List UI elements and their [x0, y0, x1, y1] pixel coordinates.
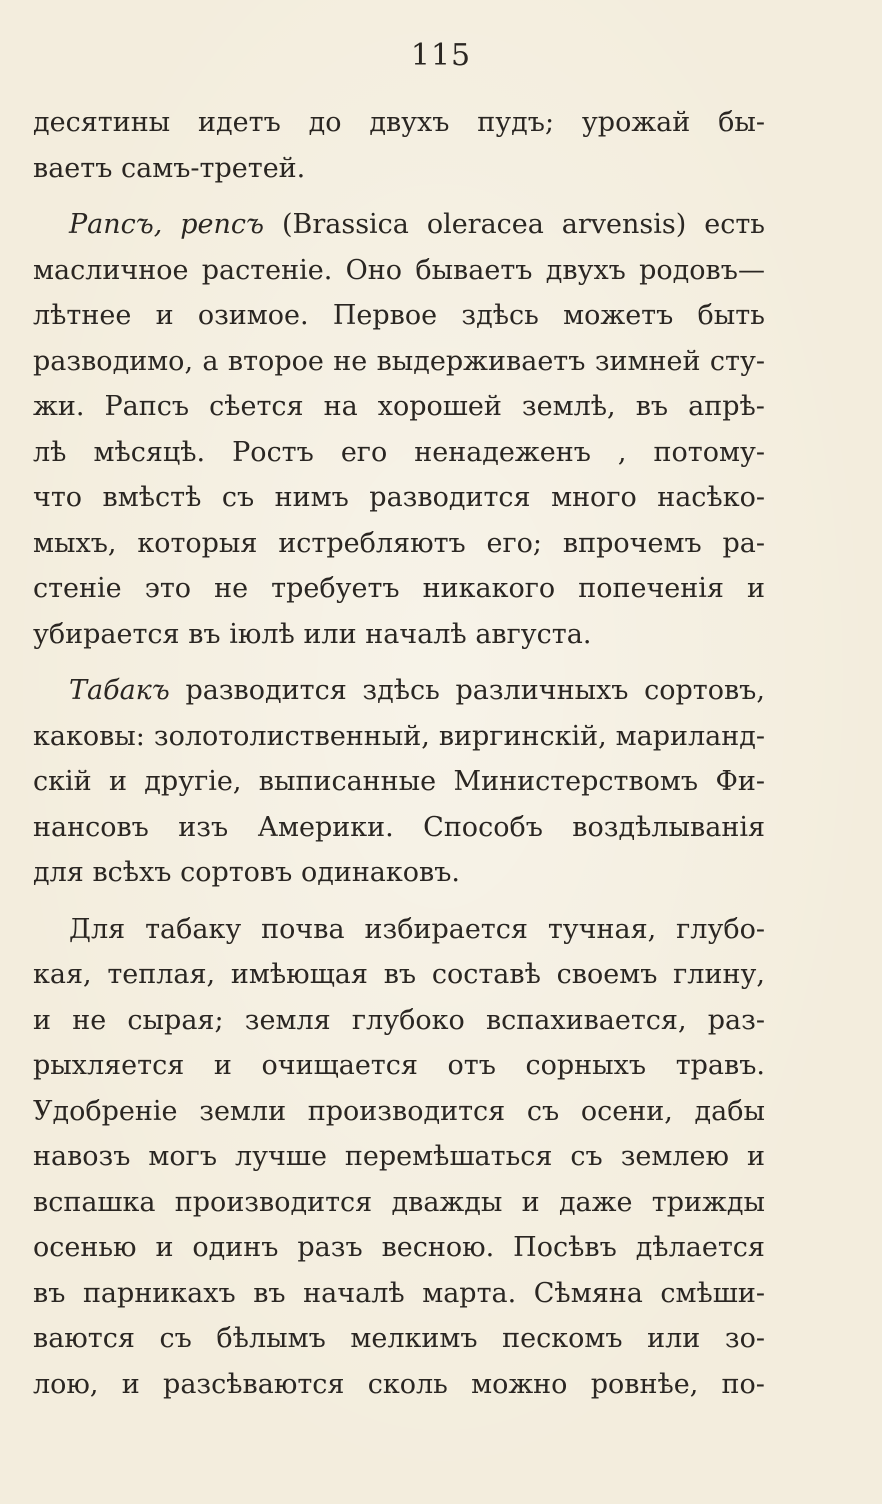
word: землею	[620, 1141, 730, 1172]
word: глубоко	[351, 1004, 465, 1036]
word: сортовъ,	[644, 675, 765, 706]
word: Первое	[332, 300, 438, 331]
text-line	[33, 100, 765, 146]
word: каковы:	[33, 720, 145, 752]
word: дабы	[694, 1095, 765, 1127]
word: ра-	[722, 527, 765, 559]
word: глину,	[673, 959, 765, 990]
text-line	[33, 1362, 765, 1408]
text-line	[33, 1089, 765, 1135]
word: всѣхъ	[92, 857, 172, 888]
word: до	[308, 107, 342, 138]
word: перемѣшаться	[344, 1141, 553, 1172]
text-line	[33, 1225, 765, 1271]
word: и	[747, 573, 765, 604]
word: а	[202, 345, 219, 377]
text-line	[33, 668, 765, 714]
word: бываетъ	[415, 254, 533, 286]
word: для	[33, 857, 84, 888]
word: сорныхъ	[525, 1050, 647, 1081]
text-line	[33, 293, 765, 339]
word: избирается	[364, 913, 528, 945]
word: и	[521, 1186, 540, 1218]
word: убирается	[33, 618, 180, 650]
word: разводимо,	[33, 345, 194, 377]
text-line	[33, 714, 765, 760]
word: разъ	[297, 1232, 363, 1263]
word: самъ-третей.	[121, 152, 306, 184]
word: осени,	[580, 1095, 673, 1127]
word: ,	[617, 436, 627, 468]
word: теплая,	[107, 959, 216, 990]
word: составѣ	[431, 959, 541, 990]
page-number: 115	[410, 38, 472, 73]
word: можно	[471, 1368, 568, 1400]
word: одинъ	[192, 1232, 279, 1263]
word: требуетъ	[271, 573, 400, 604]
word: парникахъ	[82, 1277, 236, 1309]
word: или	[647, 1323, 701, 1354]
word: воздѣлыванія	[572, 811, 765, 843]
word: Сѣмяна	[533, 1277, 643, 1309]
word: виргинскій,	[438, 720, 607, 752]
word: лучше	[234, 1141, 327, 1172]
word: нимъ	[274, 482, 349, 513]
word: отъ	[447, 1050, 496, 1081]
word: одинаковъ.	[300, 857, 460, 888]
word: смѣши-	[660, 1277, 765, 1309]
word: выдерживаетъ	[376, 345, 586, 377]
text-line	[33, 475, 765, 521]
text-body	[33, 100, 765, 1407]
word: не	[72, 1004, 107, 1036]
text-line	[33, 566, 765, 612]
text-line	[33, 1180, 765, 1226]
word: сколь	[367, 1368, 448, 1400]
word: Рапсъ,	[69, 209, 163, 240]
word: не	[333, 345, 368, 377]
text-line	[33, 202, 765, 248]
text-line	[33, 805, 765, 851]
word: никакого	[422, 573, 556, 604]
word: Оно	[345, 254, 403, 286]
text-line	[33, 759, 765, 805]
word: очищается	[261, 1050, 418, 1081]
word: стеніе	[33, 573, 122, 604]
word: землѣ,	[521, 391, 616, 422]
word: Для	[69, 913, 126, 945]
word: или	[303, 618, 357, 650]
word: различныхъ	[455, 675, 629, 706]
word: въ	[383, 959, 417, 990]
word: Америки.	[257, 811, 394, 843]
word: началѣ	[303, 1277, 405, 1309]
word: сту-	[709, 345, 765, 377]
word: Рапсъ	[104, 391, 190, 422]
word: пудъ;	[477, 107, 555, 138]
text-line	[33, 521, 765, 567]
word: здѣсь	[461, 300, 539, 331]
word: съ	[526, 1095, 560, 1127]
word: съ	[570, 1141, 603, 1172]
word: разводится	[369, 482, 531, 513]
word: осенью	[33, 1232, 137, 1263]
word: разводится	[185, 675, 347, 706]
word: хорошей	[377, 391, 502, 422]
word: Фи-	[715, 766, 765, 797]
word: производится	[174, 1186, 373, 1218]
word: зо-	[724, 1323, 765, 1354]
word: сѣется	[209, 391, 304, 422]
word: и	[108, 766, 127, 797]
word: могъ	[148, 1141, 218, 1172]
word: глубо-	[676, 913, 765, 945]
word: лѣтнее	[33, 300, 132, 331]
word: Способъ	[423, 811, 543, 843]
text-line	[33, 612, 765, 658]
word: Посѣвъ	[513, 1232, 617, 1263]
word: растеніе.	[201, 254, 333, 286]
text-line	[33, 430, 765, 476]
word: десятины	[33, 107, 171, 138]
word: его	[340, 436, 388, 468]
word: ваются	[33, 1323, 135, 1354]
word: скій	[33, 766, 92, 797]
word: урожай	[581, 107, 691, 138]
text-line	[33, 1271, 765, 1317]
word: дважды	[391, 1186, 503, 1218]
word: озимое.	[197, 300, 309, 331]
word: золотолиственный,	[153, 720, 430, 752]
text-line	[33, 850, 765, 896]
word: и	[155, 1232, 174, 1263]
word: лою,	[33, 1368, 99, 1400]
word: Ростъ	[232, 436, 314, 468]
text-line	[33, 1316, 765, 1362]
word: пескомъ	[502, 1323, 623, 1354]
word: быть	[697, 300, 765, 331]
text-line	[33, 248, 765, 294]
word: вспахивается,	[485, 1004, 687, 1036]
text-line	[33, 146, 765, 192]
word: бы-	[718, 107, 765, 138]
word: другіе,	[144, 766, 242, 797]
word: мѣсяцѣ.	[93, 436, 206, 468]
word: земля	[244, 1004, 331, 1036]
text-line	[33, 907, 765, 953]
word: даже	[558, 1186, 633, 1218]
word: масличное	[33, 254, 189, 286]
word: кая,	[33, 959, 92, 990]
word: впрочемъ	[562, 527, 702, 559]
word: іюлѣ	[229, 618, 295, 650]
word: истребляютъ	[278, 527, 466, 559]
word: и	[213, 1050, 232, 1081]
word: бѣлымъ	[216, 1323, 326, 1354]
word: въ	[33, 1277, 66, 1309]
text-line	[33, 1134, 765, 1180]
word: изъ	[178, 811, 229, 843]
word: рыхляется	[33, 1050, 185, 1081]
word: ненадеженъ	[414, 436, 591, 468]
word: много	[551, 482, 637, 513]
word: это	[144, 573, 192, 604]
word: сырая;	[127, 1004, 224, 1036]
word: идетъ	[198, 107, 281, 138]
word: жи.	[33, 391, 85, 422]
word: второе	[227, 345, 324, 377]
word: здѣсь	[362, 675, 440, 706]
word: почва	[261, 913, 345, 945]
word: его;	[486, 527, 543, 559]
word: по-	[721, 1368, 765, 1400]
word: августа.	[475, 618, 592, 650]
word: не	[214, 573, 249, 604]
word: Министерствомъ	[453, 766, 699, 797]
word: нансовъ	[33, 811, 149, 843]
word: мыхъ,	[33, 527, 117, 559]
text-line	[33, 1043, 765, 1089]
word: весною.	[381, 1232, 495, 1263]
word: потому-	[653, 436, 765, 468]
word: своемъ	[556, 959, 658, 990]
word: съ	[159, 1323, 192, 1354]
word: апрѣ-	[688, 391, 765, 422]
word: вспашка	[33, 1186, 156, 1218]
word: репсъ	[180, 209, 265, 240]
word: что	[33, 482, 83, 513]
word: и	[121, 1368, 140, 1400]
word: ровнѣе,	[590, 1368, 699, 1400]
word: земли	[199, 1095, 287, 1127]
word: трижды	[651, 1186, 765, 1218]
word: выписанные	[258, 766, 437, 797]
word: и	[747, 1141, 765, 1172]
word: въ	[635, 391, 669, 422]
word: arvensis)	[561, 209, 687, 240]
word: на	[323, 391, 358, 422]
text-line	[33, 339, 765, 385]
word: и	[33, 1004, 51, 1036]
word: зимней	[594, 345, 701, 377]
word: имѣющая	[230, 959, 368, 990]
word: производится	[307, 1095, 506, 1127]
word: Удобреніе	[33, 1095, 178, 1127]
word: попеченія	[578, 573, 724, 604]
word: мелкимъ	[350, 1323, 478, 1354]
text-line	[33, 384, 765, 430]
word: дѣлается	[635, 1232, 765, 1263]
word: марта.	[422, 1277, 517, 1309]
word: навозъ	[33, 1141, 131, 1172]
word: мариланд-	[615, 720, 765, 752]
text-line	[33, 998, 765, 1044]
word: началѣ	[365, 618, 467, 650]
word: oleracea	[426, 209, 544, 240]
word: (Brassica	[281, 209, 409, 240]
word: лѣ	[33, 436, 67, 468]
word: тучная,	[547, 913, 657, 945]
word: Табакъ	[69, 675, 170, 706]
word: двухъ	[369, 107, 450, 138]
word: разсѣваются	[163, 1368, 345, 1400]
word: табаку	[145, 913, 242, 945]
word: съ	[221, 482, 255, 513]
text-line	[33, 952, 765, 998]
word: раз-	[707, 1004, 765, 1036]
word: есть	[704, 209, 765, 240]
word: родовъ—	[639, 254, 765, 286]
word: вмѣстѣ	[102, 482, 202, 513]
word: можетъ	[563, 300, 674, 331]
word: насѣко-	[657, 482, 765, 513]
word: въ	[253, 1277, 286, 1309]
word: которыя	[137, 527, 258, 559]
word: и	[155, 300, 174, 331]
word: травъ.	[675, 1050, 765, 1081]
word: двухъ	[545, 254, 626, 286]
word: ваетъ	[33, 152, 113, 184]
word: въ	[188, 618, 221, 650]
word: сортовъ	[180, 857, 293, 888]
